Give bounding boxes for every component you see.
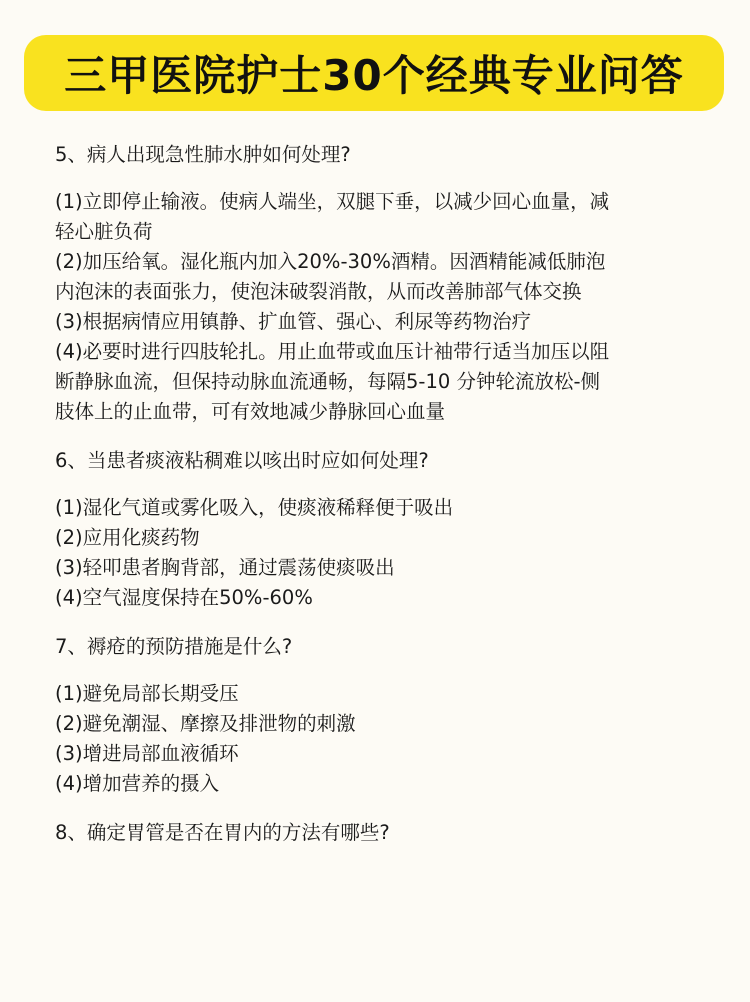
answer-line: (2)加压给氧。湿化瓶内加入20%-30%酒精。因酒精能减低肺泡 xyxy=(55,250,606,273)
answer-line: (4)必要时进行四肢轮扎。用止血带或血压计袖带行适当加压以阻 xyxy=(55,340,610,363)
qa-section-8 xyxy=(55,818,715,848)
answer-line: (2)应用化痰药物 xyxy=(55,526,200,549)
answer-line: 断静脉血流，但保持动脉血流通畅，每隔5-10 分钟轮流放松-侧 xyxy=(55,370,600,393)
answer-line: (1)湿化气道或雾化吸入，使痰液稀释便于吸出 xyxy=(55,496,454,519)
answer-line: (3)轻叩患者胸背部，通过震荡使痰吸出 xyxy=(55,556,395,579)
title-banner xyxy=(24,35,724,111)
answer-line: (1)避免局部长期受压 xyxy=(55,682,239,705)
question-7: 7、褥疮的预防措施是什么? xyxy=(55,635,293,658)
answer-line: (4)增加营养的摄入 xyxy=(55,772,220,795)
question-8: 8、确定胃管是否在胃内的方法有哪些? xyxy=(55,821,390,844)
answer-7 xyxy=(55,679,715,799)
question-5: 5、病人出现急性肺水肿如何处理? xyxy=(55,143,351,166)
qa-section-5 xyxy=(55,140,715,427)
page-title: 三甲医院护士30个经典专业问答 xyxy=(64,51,684,100)
answer-5 xyxy=(55,187,715,427)
answer-line: (1)立即停止输液。使病人端坐，双腿下垂，以减少回心血量，减 xyxy=(55,190,610,213)
answer-line: (3)根据病情应用镇静、扩血管、强心、利尿等药物治疗 xyxy=(55,310,532,333)
answer-line: (3)增进局部血液循环 xyxy=(55,742,239,765)
qa-section-7 xyxy=(55,632,715,799)
question-6: 6、当患者痰液粘稠难以咳出时应如何处理? xyxy=(55,449,429,472)
qa-section-6 xyxy=(55,446,715,613)
qa-content xyxy=(55,140,715,865)
answer-line: 轻心脏负荷 xyxy=(55,220,153,243)
answer-line: (4)空气湿度保持在50%-60% xyxy=(55,586,313,609)
answer-line: 肢体上的止血带，可有效地减少静脉回心血量 xyxy=(55,400,446,423)
answer-line: (2)避免潮湿、摩擦及排泄物的刺激 xyxy=(55,712,356,735)
answer-6 xyxy=(55,493,715,613)
answer-line: 内泡沫的表面张力，使泡沫破裂消散，从而改善肺部气体交换 xyxy=(55,280,582,303)
